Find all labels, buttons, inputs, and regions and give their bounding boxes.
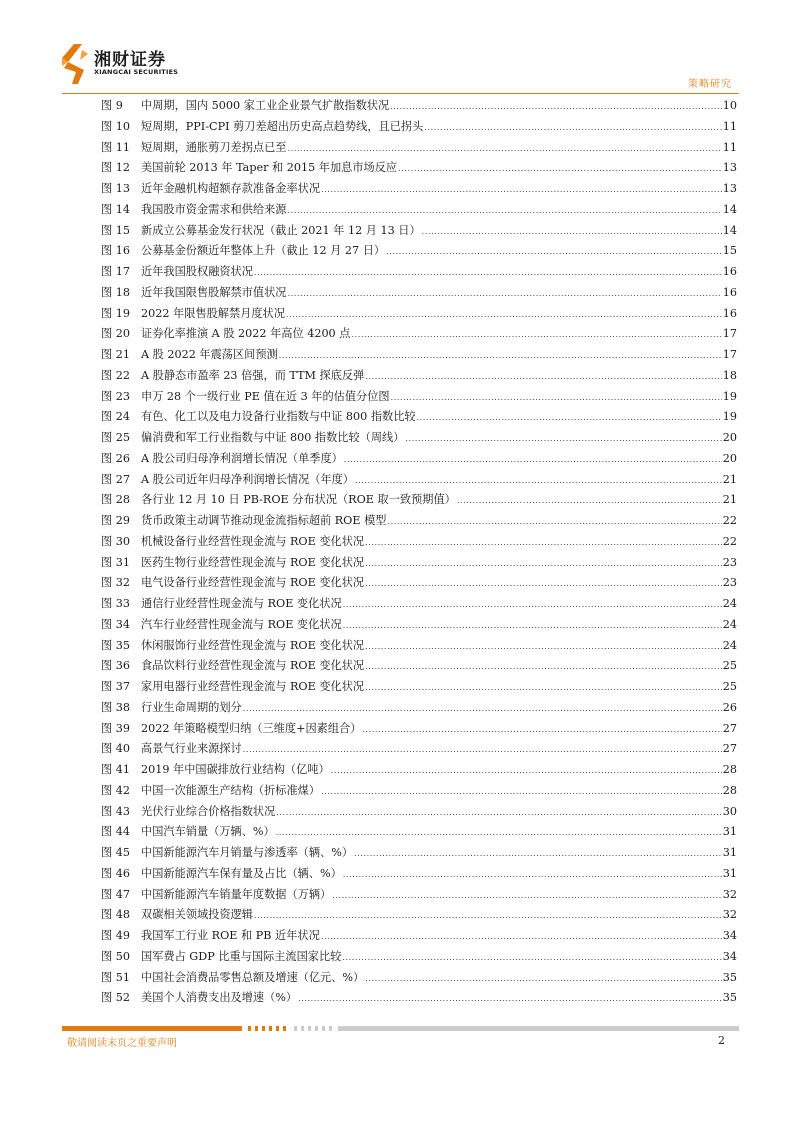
toc-figure-title: 医药生物行业经营性现金流与 ROE 变化状况 (141, 555, 365, 569)
toc-figure-title: 高景气行业来源探讨 (141, 742, 242, 756)
toc-figure-title: 食品饮料行业经营性现金流与 ROE 变化状况 (141, 659, 365, 673)
toc-figure-title: 中国一次能源生产结构（折标准煤） (141, 783, 321, 797)
toc-page-number: 11 (722, 119, 737, 133)
toc-entry[interactable] (101, 656, 737, 677)
toc-leader-dots (355, 471, 722, 492)
toc-entry[interactable] (101, 739, 737, 760)
toc-leader-dots (243, 740, 722, 761)
toc-leader-dots (365, 533, 722, 554)
toc-figure-label: 图 39 (101, 721, 130, 735)
toc-page-number: 24 (722, 617, 737, 631)
toc-page-number: 22 (722, 514, 737, 527)
toc-figure-title: 有色、化工以及电力设备行业指数与中证 800 指数比较 (141, 410, 416, 424)
toc-figure-title: 中周期，国内 5000 家工业企业景气扩散指数状况 (141, 99, 390, 112)
toc-page-number: 22 (722, 534, 737, 548)
toc-page-number: 31 (722, 825, 737, 839)
toc-entry[interactable] (101, 719, 737, 740)
toc-figure-label: 图 45 (101, 846, 130, 859)
toc-leader-dots (287, 201, 721, 222)
toc-page-number: 32 (722, 908, 737, 922)
toc-page-number: 30 (722, 804, 737, 818)
toc-leader-dots (365, 969, 722, 990)
toc-entry[interactable] (101, 615, 737, 636)
toc-leader-dots (365, 554, 722, 575)
toc-entry[interactable] (101, 138, 737, 159)
toc-leader-dots (298, 989, 722, 1010)
toc-figure-label: 图 15 (101, 223, 130, 237)
toc-page-number: 19 (722, 410, 737, 424)
toc-leader-dots (391, 388, 722, 409)
section-title: 策略研究 (688, 79, 732, 90)
toc-leader-dots (365, 678, 722, 699)
toc-page-number: 16 (722, 265, 737, 278)
toc-page-number: 27 (722, 721, 737, 735)
toc-leader-dots (321, 180, 722, 201)
toc-figure-title: 货币政策主动调节推动现金流指标超前 ROE 模型 (141, 514, 387, 527)
toc-leader-dots (321, 927, 722, 948)
toc-figure-title: 公募基金份额近年整体上升（截止 12 月 27 日） (141, 244, 386, 258)
toc-page-number: 20 (722, 451, 737, 465)
toc-figure-title: 近年我国限售股解禁市值状况 (141, 285, 287, 299)
toc-page-number: 26 (722, 700, 737, 714)
toc-page-number: 21 (722, 472, 737, 486)
toc-page-number: 13 (722, 161, 737, 175)
toc-leader-dots (279, 346, 722, 367)
toc-entry[interactable] (101, 158, 737, 179)
toc-page-number: 35 (722, 970, 737, 984)
toc-figure-title: 通信行业经营性现金流与 ROE 变化状况 (141, 597, 342, 610)
toc-figure-label: 图 37 (101, 680, 130, 693)
toc-page-number: 19 (722, 389, 737, 403)
toc-entry[interactable] (101, 490, 737, 511)
toc-figure-label: 图 50 (101, 949, 130, 963)
toc-entry[interactable] (101, 947, 737, 968)
toc-entry[interactable] (101, 532, 737, 553)
toc-leader-dots (390, 97, 722, 118)
toc-page-number: 10 (722, 99, 737, 112)
toc-figure-title: 短周期，PPI-CPI 剪刀差超出历史高点趋势线，且已拐头 (141, 119, 424, 133)
toc-figure-label: 图 12 (101, 161, 130, 175)
toc-page-number: 24 (722, 597, 737, 610)
toc-figure-label: 图 43 (101, 804, 130, 818)
toc-entry[interactable] (101, 822, 737, 843)
toc-entry[interactable] (101, 304, 737, 325)
toc-page-number: 25 (722, 680, 737, 693)
toc-page-number: 31 (722, 846, 737, 859)
toc-entry[interactable] (101, 345, 737, 366)
toc-entry[interactable] (101, 407, 737, 428)
toc-entry[interactable] (101, 843, 737, 864)
toc-entry[interactable] (101, 698, 737, 719)
toc-leader-dots (365, 367, 721, 388)
toc-page-number: 27 (722, 742, 737, 756)
toc-leader-dots (365, 637, 722, 658)
toc-leader-dots (343, 616, 722, 637)
toc-figure-label: 图 44 (101, 825, 130, 839)
toc-leader-dots (424, 118, 721, 139)
toc-figure-label: 图 21 (101, 348, 130, 361)
toc-page-number: 28 (722, 783, 737, 797)
logo-company-name-en: XIANGCAI SECURITIES (94, 68, 179, 76)
toc-figure-title: 家用电器行业经营性现金流与 ROE 变化状况 (141, 680, 365, 693)
toc-figure-label: 图 33 (101, 597, 130, 610)
toc-figure-title: 中国新能源汽车月销量与渗透率（辆、%） (141, 846, 354, 859)
toc-entry[interactable] (101, 864, 737, 885)
toc-entry[interactable] (101, 988, 737, 1009)
toc-entry[interactable] (101, 760, 737, 781)
toc-leader-dots (344, 450, 722, 471)
toc-figure-label: 图 14 (101, 202, 130, 216)
toc-page-number: 11 (722, 140, 737, 154)
toc-figure-title: 偏消费和军工行业指数与中证 800 指数比较（周线） (141, 431, 405, 444)
toc-entry[interactable] (101, 241, 737, 262)
toc-entry[interactable] (101, 117, 737, 138)
toc-page-number: 34 (722, 949, 737, 963)
toc-entry[interactable] (101, 885, 737, 906)
toc-leader-dots (254, 906, 722, 927)
toc-entry[interactable] (101, 677, 737, 698)
toc-figure-label: 图 48 (101, 908, 130, 922)
toc-leader-dots (398, 159, 722, 180)
toc-leader-dots (243, 699, 722, 720)
toc-figure-label: 图 29 (101, 514, 130, 527)
toc-leader-dots (417, 408, 722, 429)
toc-entry[interactable] (101, 511, 737, 532)
toc-figure-label: 图 9 (101, 99, 123, 112)
toc-figure-title: 汽车行业经营性现金流与 ROE 变化状况 (141, 617, 342, 631)
toc-figure-title: 中国社会消费品零售总额及增速（亿元、%） (141, 970, 365, 984)
toc-leader-dots (365, 657, 722, 678)
header-divider (62, 93, 739, 94)
toc-figure-label: 图 25 (101, 431, 130, 444)
toc-leader-dots (342, 948, 721, 969)
toc-page-number: 20 (722, 431, 737, 444)
toc-leader-dots (387, 512, 721, 533)
toc-figure-label: 图 47 (101, 887, 130, 901)
toc-entry[interactable] (101, 428, 737, 449)
toc-entry[interactable] (101, 802, 737, 823)
toc-figure-label: 图 52 (101, 991, 130, 1005)
toc-entry[interactable] (101, 470, 737, 491)
footer-stripe-bar (62, 1026, 739, 1031)
toc-figure-title: 电气设备行业经营性现金流与 ROE 变化状况 (141, 576, 365, 590)
toc-leader-dots (457, 491, 722, 512)
toc-page-number: 23 (722, 576, 737, 590)
toc-page-number: 35 (722, 991, 737, 1005)
toc-leader-dots (343, 595, 722, 616)
xiangcai-logo-icon (60, 44, 90, 84)
toc-figure-label: 图 13 (101, 182, 130, 195)
toc-entry[interactable] (101, 781, 737, 802)
toc-figure-title: 2019 年中国碳排放行业结构（亿吨） (141, 763, 330, 776)
toc-page-number: 17 (722, 327, 737, 341)
toc-figure-title: 新成立公募基金发行状况（截止 2021 年 12 月 13 日） (141, 223, 421, 237)
toc-figure-title: 中国新能源汽车保有量及占比（辆、%） (141, 866, 342, 880)
toc-figure-label: 图 18 (101, 285, 130, 299)
toc-figure-label: 图 24 (101, 410, 130, 424)
toc-figure-label: 图 26 (101, 451, 130, 465)
toc-page-number: 18 (722, 368, 737, 382)
toc-entry[interactable] (101, 905, 737, 926)
toc-figure-label: 图 17 (101, 265, 130, 278)
toc-figure-title: 双碳相关领域投资逻辑 (141, 908, 253, 922)
toc-leader-dots (276, 823, 722, 844)
toc-figure-label: 图 36 (101, 659, 130, 673)
toc-leader-dots (331, 761, 722, 782)
toc-entry[interactable] (101, 968, 737, 989)
toc-figure-title: 2022 年限售股解禁月度状况 (141, 306, 285, 320)
toc-entry[interactable] (101, 96, 737, 117)
toc-figure-title: 光伏行业综合价格指数状况 (141, 804, 276, 818)
toc-leader-dots (405, 429, 721, 450)
toc-leader-dots (343, 865, 722, 886)
toc-page-number: 24 (722, 638, 737, 652)
toc-figure-label: 图 28 (101, 493, 130, 507)
toc-page-number: 21 (722, 493, 737, 507)
toc-figure-title: 行业生命周期的划分 (141, 700, 242, 714)
toc-page-number: 34 (722, 929, 737, 942)
toc-leader-dots (332, 886, 722, 907)
toc-entry[interactable] (101, 553, 737, 574)
toc-leader-dots (422, 222, 722, 243)
page-number: 2 (718, 1034, 725, 1047)
toc-entry[interactable] (101, 324, 737, 345)
toc-figure-title: A 股公司近年归母净利润增长情况（年度） (141, 472, 355, 486)
toc-page-number: 13 (722, 182, 737, 195)
toc-leader-dots (254, 263, 722, 284)
toc-entry[interactable] (101, 594, 737, 615)
toc-figure-label: 图 51 (101, 970, 130, 984)
toc-figure-title: 近年我国股权融资状况 (141, 265, 253, 278)
toc-figure-title: 中国汽车销量（万辆、%） (141, 825, 275, 839)
toc-figure-label: 图 16 (101, 244, 130, 258)
toc-figure-label: 图 40 (101, 742, 130, 756)
toc-page-number: 15 (722, 244, 737, 258)
toc-entry[interactable] (101, 179, 737, 200)
toc-leader-dots (287, 284, 721, 305)
toc-figure-label: 图 46 (101, 866, 130, 880)
toc-figure-title: 休闲服饰行业经营性现金流与 ROE 变化状况 (141, 638, 365, 652)
toc-figure-label: 图 38 (101, 700, 130, 714)
toc-figure-label: 图 30 (101, 534, 130, 548)
toc-leader-dots (354, 844, 722, 865)
toc-entry[interactable] (101, 200, 737, 221)
toc-figure-title: A 股 2022 年震荡区间预测 (141, 348, 278, 361)
toc-leader-dots (351, 325, 721, 346)
toc-figure-title: 各行业 12 月 10 日 PB-ROE 分布状况（ROE 取一致预期值） (141, 493, 456, 507)
toc-page-number: 16 (722, 285, 737, 299)
toc-figure-label: 图 27 (101, 472, 130, 486)
toc-figure-title: 美国前轮 2013 年 Taper 和 2015 年加息市场反应 (141, 161, 398, 175)
toc-figure-label: 图 42 (101, 783, 130, 797)
toc-figure-label: 图 22 (101, 368, 130, 382)
toc-figure-title: 申万 28 个一级行业 PE 值在近 3 年的估值分位图 (141, 389, 390, 403)
toc-leader-dots (362, 720, 721, 741)
toc-entry[interactable] (101, 283, 737, 304)
toc-figure-label: 图 34 (101, 617, 130, 631)
toc-entry[interactable] (101, 636, 737, 657)
toc-figure-title: 2022 年策略模型归纳（三维度+因素组合） (141, 721, 362, 735)
toc-leader-dots (386, 242, 722, 263)
toc-figure-title: 短周期，通胀剪刀差拐点已至 (141, 140, 287, 154)
toc-entry[interactable] (101, 926, 737, 947)
toc-page-number: 28 (722, 763, 737, 776)
toc-entry[interactable] (101, 387, 737, 408)
toc-figure-title: A 股静态市盈率 23 倍强，而 TTM 探底反弹 (141, 368, 365, 382)
toc-entry[interactable] (101, 449, 737, 470)
toc-figure-title: 机械设备行业经营性现金流与 ROE 变化状况 (141, 534, 365, 548)
toc-entry[interactable] (101, 221, 737, 242)
toc-figure-label: 图 10 (101, 119, 130, 133)
disclaimer-note: 敬请阅读末页之重要声明 (67, 1038, 177, 1049)
toc-page-number: 14 (722, 202, 737, 216)
toc-figure-label: 图 31 (101, 555, 130, 569)
toc-entry[interactable] (101, 573, 737, 594)
logo-company-name: 湘财证券 (94, 50, 166, 70)
toc-figure-label: 图 35 (101, 638, 130, 652)
toc-figure-title: 美国个人消费支出及增速（%） (141, 991, 298, 1005)
toc-leader-dots (365, 574, 722, 595)
figure-index-list (101, 96, 737, 1009)
toc-figure-title: 中国新能源汽车销量年度数据（万辆） (141, 887, 332, 901)
toc-page-number: 23 (722, 555, 737, 569)
toc-figure-label: 图 41 (101, 763, 130, 776)
toc-figure-title: 我国股市资金需求和供给来源 (141, 202, 287, 216)
toc-figure-label: 图 32 (101, 576, 130, 590)
toc-page-number: 32 (722, 887, 737, 901)
toc-figure-title: 证券化率推演 A 股 2022 年高位 4200 点 (141, 327, 351, 341)
toc-figure-label: 图 20 (101, 327, 130, 341)
toc-entry[interactable] (101, 262, 737, 283)
toc-figure-label: 图 11 (101, 140, 130, 154)
toc-figure-label: 图 23 (101, 389, 130, 403)
toc-figure-label: 图 19 (101, 306, 130, 320)
toc-figure-title: 近年金融机构超额存款准备金率状况 (141, 182, 321, 195)
toc-entry[interactable] (101, 366, 737, 387)
toc-leader-dots (321, 782, 722, 803)
toc-figure-label: 图 49 (101, 929, 130, 942)
toc-figure-title: 我国军工行业 ROE 和 PB 近年状况 (141, 929, 320, 942)
toc-leader-dots (276, 803, 721, 824)
toc-figure-title: 国军费占 GDP 比重与国际主流国家比较 (141, 949, 342, 963)
toc-page-number: 25 (722, 659, 737, 673)
toc-leader-dots (287, 139, 721, 160)
toc-page-number: 14 (722, 223, 737, 237)
toc-page-number: 31 (722, 866, 737, 880)
toc-leader-dots (286, 305, 722, 326)
toc-page-number: 17 (722, 348, 737, 361)
toc-page-number: 16 (722, 306, 737, 320)
toc-figure-title: A 股公司归母净利润增长情况（单季度） (141, 451, 343, 465)
page-header (60, 40, 738, 96)
